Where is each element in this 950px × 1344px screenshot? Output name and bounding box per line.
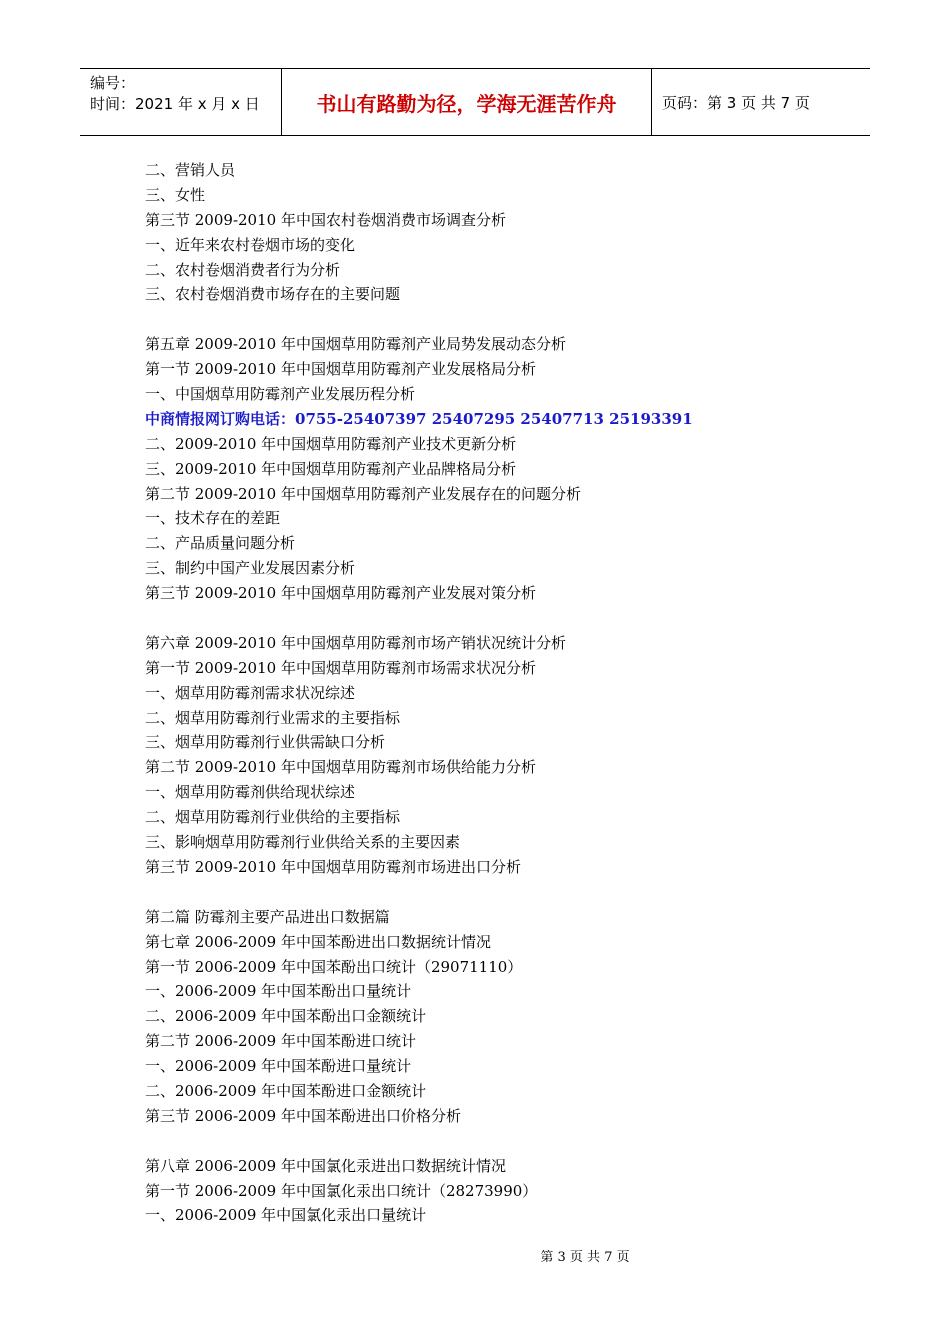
- toc-line: 第二节 2009-2010 年中国烟草用防霉剂市场供给能力分析: [145, 758, 536, 777]
- toc-line: 一、2006-2009 年中国氯化汞出口量统计: [145, 1206, 427, 1225]
- order-phone-line: 中商情报网订购电话：0755-25407397 25407295 25407713 25193391: [145, 409, 693, 428]
- toc-line: 第六章 2009-2010 年中国烟草用防霉剂市场产销状况统计分析: [145, 633, 566, 652]
- blank-line: [145, 880, 845, 905]
- toc-line: 第三节 2009-2010 年中国烟草用防霉剂市场进出口分析: [145, 857, 521, 876]
- toc-line: 第三节 2006-2009 年中国苯酚进出口价格分析: [145, 1106, 461, 1125]
- toc-line: 二、2009-2010 年中国烟草用防霉剂产业技术更新分析: [145, 434, 517, 453]
- toc-line: 二、营销人员: [145, 161, 236, 179]
- toc-line: 第二节 2006-2009 年中国苯酚进口统计: [145, 1032, 416, 1051]
- toc-line: 第二节 2009-2010 年中国烟草用防霉剂产业发展存在的问题分析: [145, 484, 581, 503]
- toc-line: 一、烟草用防霉剂供给现状综述: [145, 783, 356, 802]
- toc-line: 三、制约中国产业发展因素分析: [145, 559, 356, 578]
- toc-line: 第一节 2006-2009 年中国氯化汞出口统计（28273990）: [145, 1181, 538, 1200]
- toc-line: 第一节 2009-2010 年中国烟草用防霉剂市场需求状况分析: [145, 658, 536, 677]
- toc-line: 一、技术存在的差距: [145, 509, 281, 528]
- header-motto: 书山有路勤为径，学海无涯苦作舟: [282, 69, 652, 135]
- toc-line: 一、近年来农村卷烟市场的变化: [145, 235, 356, 254]
- toc-line: 二、产品质量问题分析: [145, 534, 296, 553]
- blank-line: [145, 307, 845, 332]
- blank-line: [145, 606, 845, 631]
- toc-line: 第三节 2009-2010 年中国农村卷烟消费市场调查分析: [145, 210, 506, 229]
- header-meta: [80, 69, 282, 135]
- toc-line: 一、烟草用防霉剂需求状况综述: [145, 683, 356, 702]
- toc-line: 第三节 2009-2010 年中国烟草用防霉剂产业发展对策分析: [145, 584, 536, 603]
- toc-line: 第一节 2006-2009 年中国苯酚出口统计（29071110）: [145, 957, 523, 976]
- document-number-label: 编号：: [90, 74, 136, 92]
- toc-line: 二、农村卷烟消费者行为分析: [145, 260, 341, 279]
- toc-line: 一、2006-2009 年中国苯酚出口量统计: [145, 982, 412, 1001]
- toc-line: 三、烟草用防霉剂行业供需缺口分析: [145, 733, 386, 752]
- document-time-label: 时间：2021 年 x 月 x 日: [90, 95, 260, 113]
- toc-line: 二、2006-2009 年中国苯酚进口金额统计: [145, 1081, 427, 1100]
- toc-line: 第七章 2006-2009 年中国苯酚进出口数据统计情况: [145, 932, 491, 951]
- toc-line: 三、2009-2010 年中国烟草用防霉剂产业品牌格局分析: [145, 459, 517, 478]
- toc-line: 一、中国烟草用防霉剂产业发展历程分析: [145, 385, 416, 404]
- toc-line: 三、影响烟草用防霉剂行业供给关系的主要因素: [145, 833, 461, 852]
- page-header: [80, 68, 870, 136]
- header-page-number: 页码：第 3 页 共 7 页: [662, 93, 810, 112]
- toc-line: 二、烟草用防霉剂行业供给的主要指标: [145, 808, 401, 827]
- toc-line: 二、2006-2009 年中国苯酚出口金额统计: [145, 1007, 427, 1026]
- toc-line: 第一节 2009-2010 年中国烟草用防霉剂产业发展格局分析: [145, 360, 536, 379]
- blank-line: [145, 1129, 845, 1154]
- page-footer: 第 3 页 共 7 页: [540, 1250, 630, 1265]
- toc-line: 三、农村卷烟消费市场存在的主要问题: [145, 285, 401, 304]
- toc-line: 第八章 2006-2009 年中国氯化汞进出口数据统计情况: [145, 1156, 506, 1175]
- toc-line: 第二篇 防霉剂主要产品进出口数据篇: [145, 907, 390, 926]
- table-of-contents: [145, 158, 845, 1228]
- toc-line: 二、烟草用防霉剂行业需求的主要指标: [145, 708, 401, 727]
- toc-line: 第五章 2009-2010 年中国烟草用防霉剂产业局势发展动态分析: [145, 335, 566, 354]
- toc-line: 一、2006-2009 年中国苯酚进口量统计: [145, 1057, 412, 1076]
- toc-line: 三、女性: [145, 185, 206, 204]
